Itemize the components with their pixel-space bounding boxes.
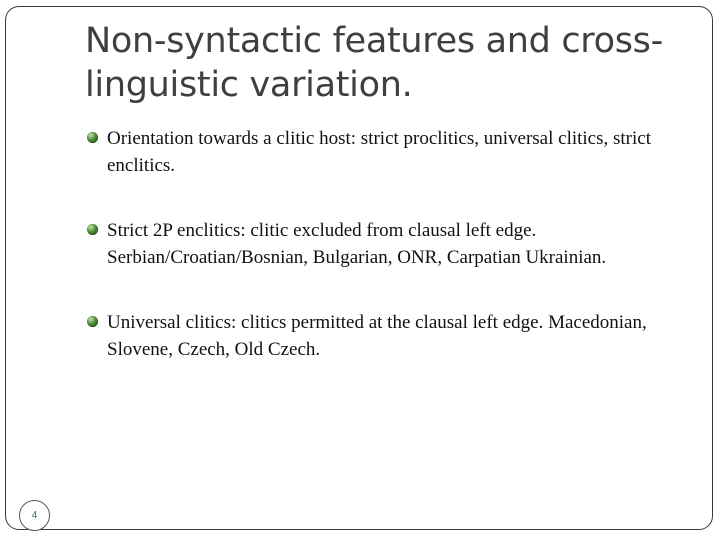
green-sphere-bullet-icon	[86, 131, 99, 144]
slide-title: Non-syntactic features and cross-linguistic variation.	[85, 21, 663, 105]
slide-number-badge	[19, 500, 50, 531]
bullet-text: Orientation towards a clitic host: strict proclitics, universal clitics, strict enclitics.	[107, 128, 652, 176]
bullet-list	[86, 125, 706, 401]
bullet-text: Strict 2P enclitics: clitic excluded from clausal left edge. Serbian/Croatian/Bosnian, Bulgarian, ONR, Carpatian Ukrainian.	[107, 220, 607, 268]
bullet-item-strict-2p-enclitics	[86, 217, 706, 271]
slide-number: 4	[31, 510, 38, 521]
slide-frame	[5, 6, 713, 530]
bullet-text: Universal clitics: clitics permitted at the clausal left edge. Macedonian, Slovene, Czech, Old Czech.	[107, 312, 647, 360]
green-sphere-bullet-icon	[86, 223, 99, 236]
bullet-item-orientation	[86, 125, 706, 179]
bullet-item-universal-clitics	[86, 309, 706, 363]
green-sphere-bullet-icon	[86, 315, 99, 328]
